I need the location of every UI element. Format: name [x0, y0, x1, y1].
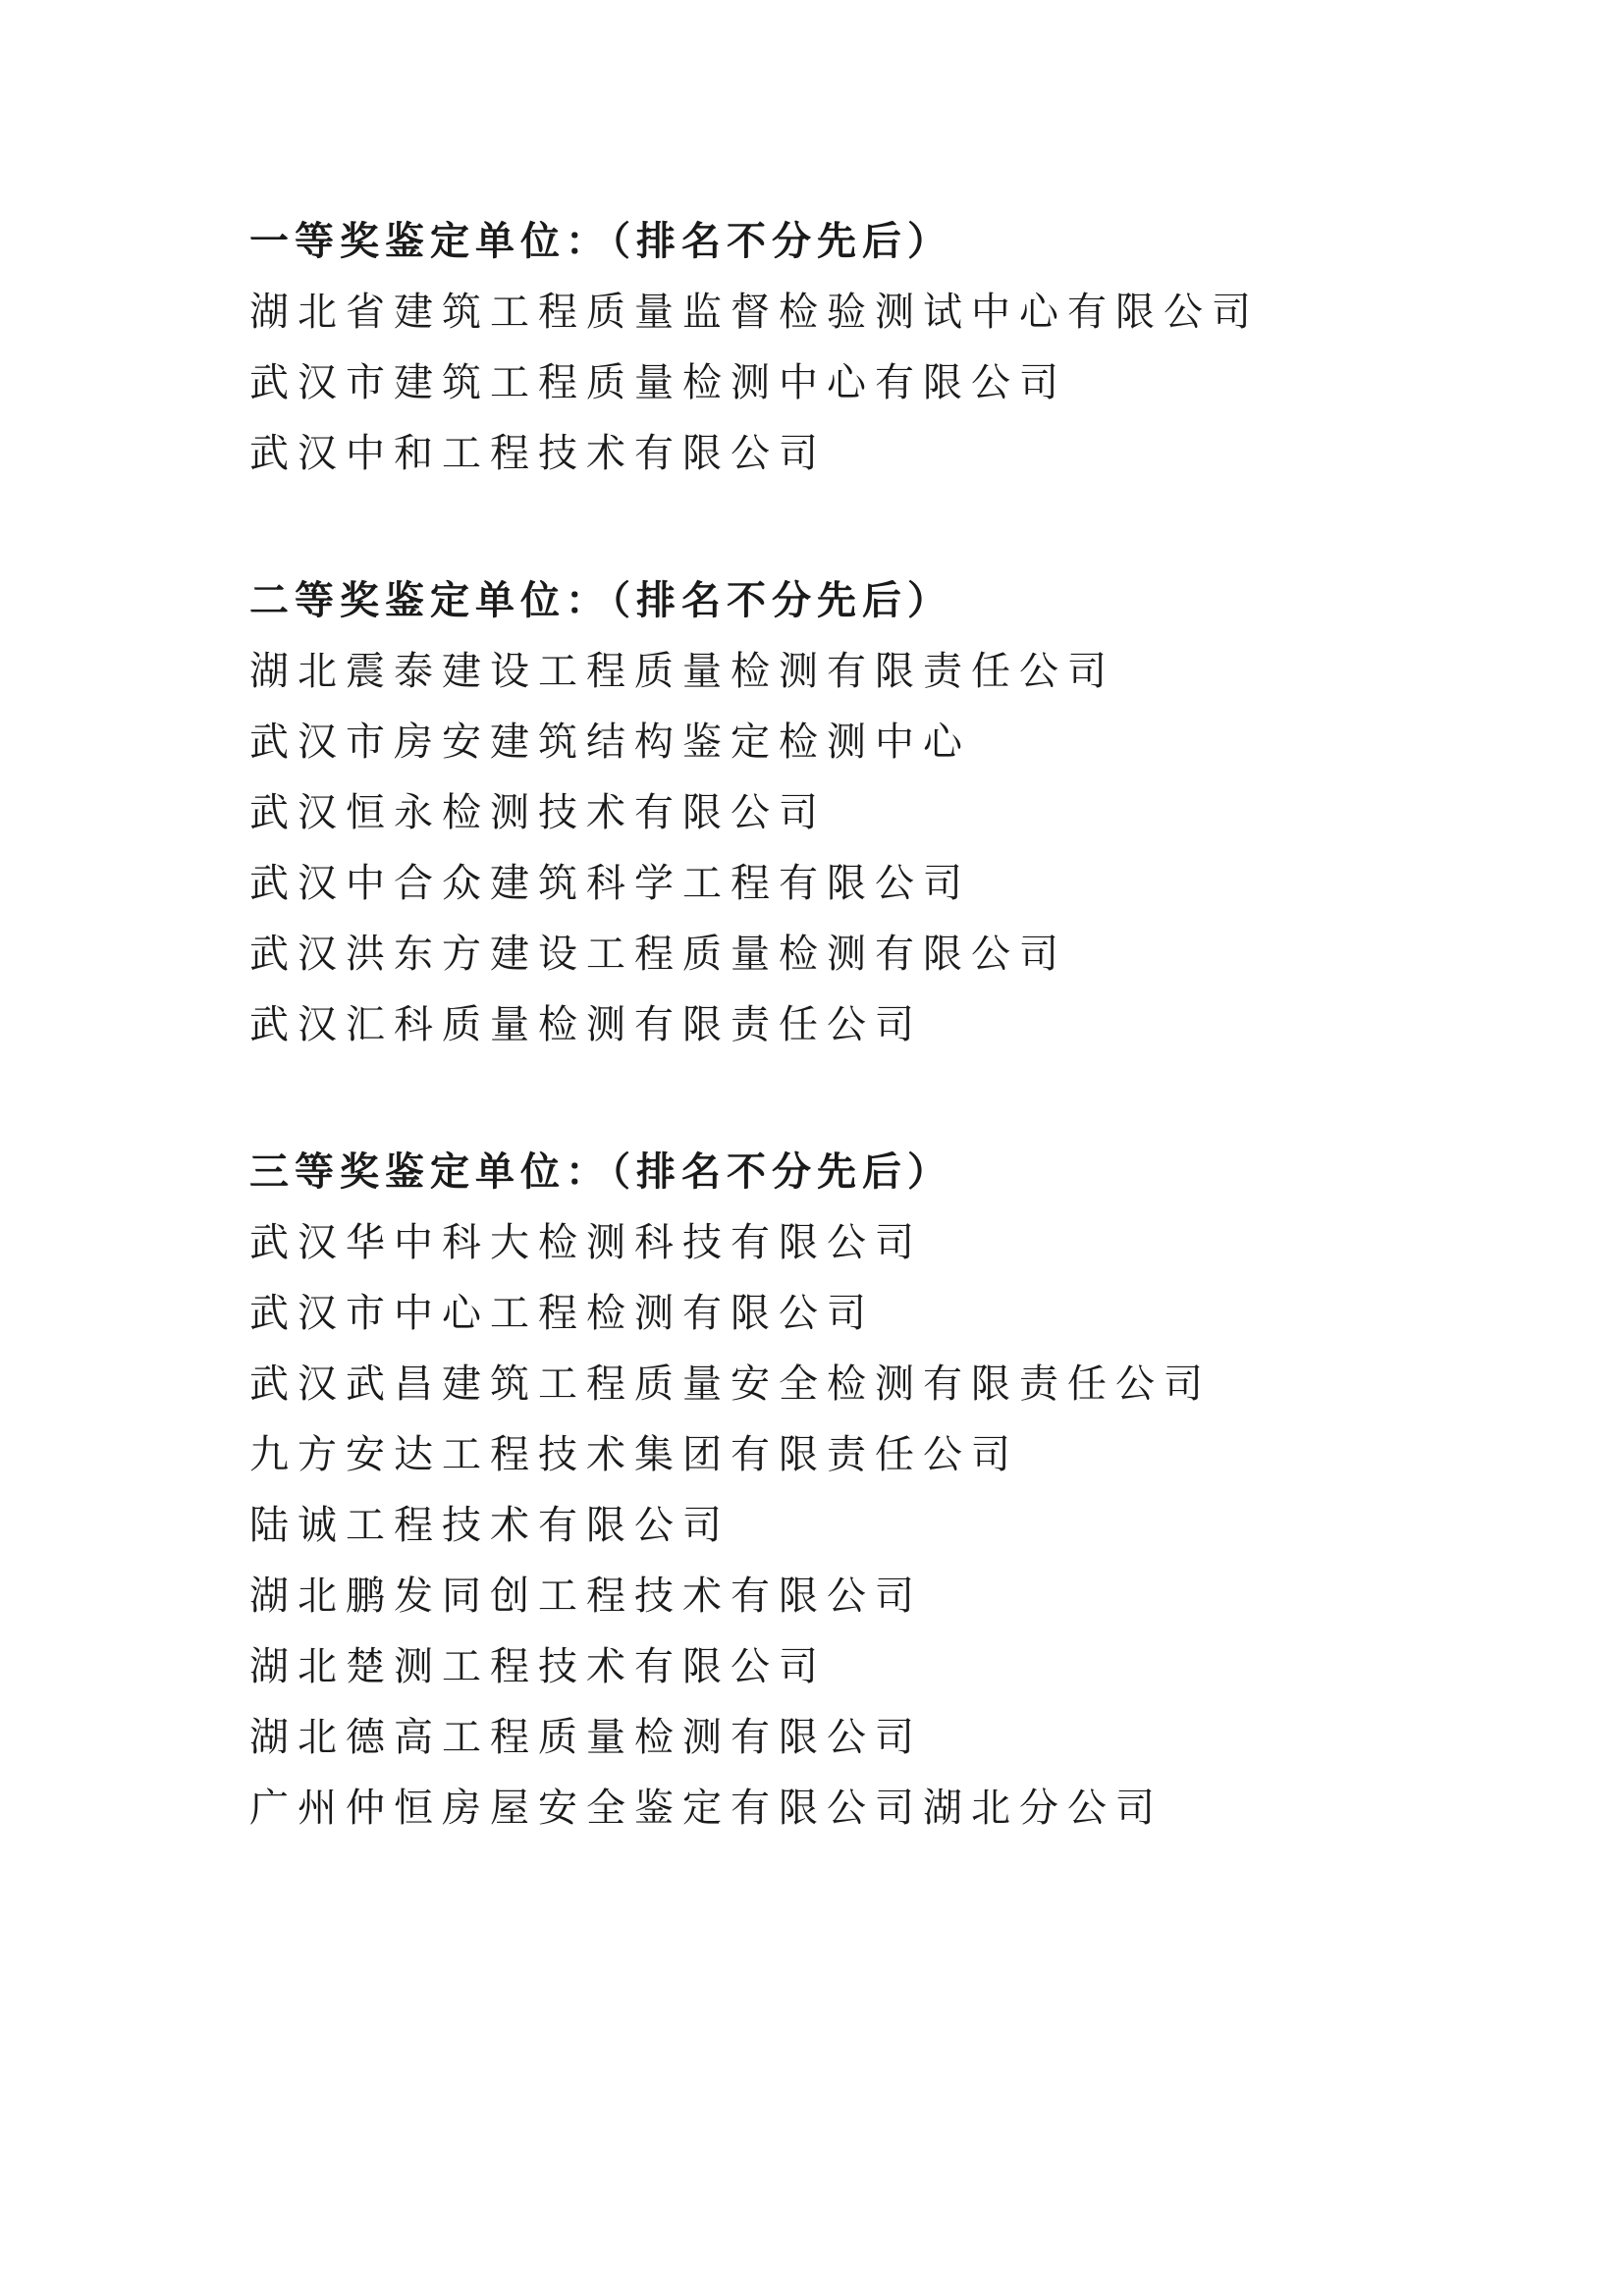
- first-prize-list: [249, 277, 1428, 489]
- list-item: 九方安达工程技术集团有限责任公司: [249, 1432, 1019, 1477]
- third-prize-section: [249, 1137, 1428, 1843]
- list-item: 武汉市建筑工程质量检测中心有限公司: [249, 360, 1067, 405]
- list-item: 湖北省建筑工程质量监督检验测试中心有限公司: [249, 290, 1260, 335]
- second-prize-heading: 二等奖鉴定单位：（排名不分先后）: [249, 578, 952, 623]
- list-item: 广州仲恒房屋安全鉴定有限公司湖北分公司: [249, 1786, 1164, 1831]
- list-item: 武汉市房安建筑结构鉴定检测中心: [249, 720, 971, 765]
- award-list: [249, 206, 1428, 1843]
- third-prize-heading: 三等奖鉴定单位：（排名不分先后）: [249, 1149, 952, 1195]
- second-prize-section: [249, 565, 1428, 1060]
- first-prize-heading: 一等奖鉴定单位：（排名不分先后）: [249, 219, 952, 264]
- list-item: 武汉中和工程技术有限公司: [249, 431, 827, 476]
- second-prize-list: [249, 636, 1428, 1060]
- list-item: 武汉中合众建筑科学工程有限公司: [249, 861, 971, 906]
- list-item: 陆诚工程技术有限公司: [249, 1503, 731, 1548]
- first-prize-section: [249, 206, 1428, 489]
- list-item: 武汉恒永检测技术有限公司: [249, 790, 827, 835]
- list-item: 武汉武昌建筑工程质量安全检测有限责任公司: [249, 1362, 1212, 1407]
- list-item: 湖北德高工程质量检测有限公司: [249, 1715, 923, 1760]
- list-item: 武汉华中科大检测科技有限公司: [249, 1220, 923, 1265]
- list-item: 武汉汇科质量检测有限责任公司: [249, 1002, 923, 1047]
- third-prize-list: [249, 1207, 1428, 1843]
- list-item: 湖北震泰建设工程质量检测有限责任公司: [249, 649, 1115, 694]
- list-item: 湖北鹏发同创工程技术有限公司: [249, 1574, 923, 1619]
- list-item: 武汉洪东方建设工程质量检测有限公司: [249, 932, 1067, 977]
- list-item: 湖北楚测工程技术有限公司: [249, 1644, 827, 1689]
- list-item: 武汉市中心工程检测有限公司: [249, 1291, 875, 1336]
